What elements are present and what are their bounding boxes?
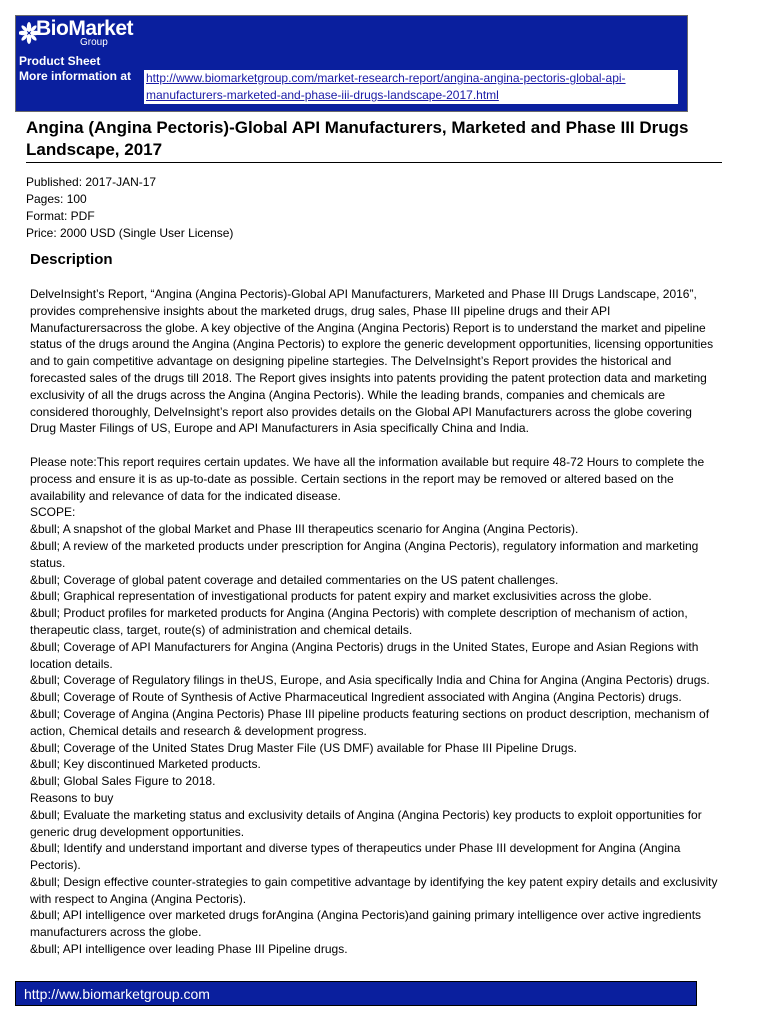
scope-item: &bull; Coverage of global patent coverage and detailed commentaries on the US patent challenges.	[30, 572, 559, 587]
footer-bar	[15, 981, 697, 1006]
scope-item: &bull; Key discontinued Marketed products.	[30, 757, 261, 772]
page-title: Angina (Angina Pectoris)-Global API Manufacturers, Marketed and Phase III Drugs Landscape, 2017	[26, 118, 689, 159]
reason-item: &bull; API intelligence over leading Phase III Pipeline drugs.	[30, 942, 348, 957]
scope-item: &bull; Coverage of the United States Drug Master File (US DMF) available for Phase III Pipeline Drugs.	[30, 740, 577, 755]
scope-item: &bull; Global Sales Figure to 2018.	[30, 774, 216, 789]
price: Price: 2000 USD (Single User License)	[26, 226, 234, 240]
scope-item: &bull; A snapshot of the global Market and Phase III therapeutics scenario for Angina (Angina Pectoris).	[30, 522, 579, 537]
reason-item: &bull; Design effective counter-strategies to gain competitive advantage by identifying the key patent expiry details and exclusivity with respect to Angina (Angina Pectoris).	[30, 874, 718, 906]
brand-name: BioMarket	[36, 17, 134, 40]
footer-url-link[interactable]: http://ww.biomarketgroup.com	[24, 986, 210, 1002]
title-divider	[26, 162, 722, 163]
scope-item: &bull; A review of the marketed products under prescription for Angina (Angina Pectoris), regulatory information and marketing status.	[30, 538, 699, 570]
header-banner	[15, 15, 688, 112]
reasons-label: Reasons to buy	[30, 790, 114, 805]
reason-item: &bull; Identify and understand important and diverse types of therapeutics under Phase III development for Angina (Angina Pectoris).	[30, 841, 681, 873]
more-info-label: More information at	[19, 69, 132, 83]
scope-item: &bull; Coverage of Route of Synthesis of Active Pharmaceutical Ingredient associated with Angina (Angina Pectoris) drugs.	[30, 690, 682, 705]
scope-item: &bull; Coverage of Angina (Angina Pectoris) Phase III pipeline products featuring sections on product description, mechanism of action, Chemical details and research & development progress.	[30, 706, 710, 738]
scope-item: &bull; Product profiles for marketed products for Angina (Angina Pectoris) with complete description of mechanism of action, therapeutic class, target, route(s) of administration and chemical details.	[30, 606, 688, 637]
published-date: Published: 2017-JAN-17	[26, 175, 157, 189]
scope-label: SCOPE:	[30, 505, 76, 520]
report-url-link[interactable]: http://www.biomarketgroup.com/market-research-report/angina-angina-pectoris-global-api-manufacturers-marketed-and-phase-iii-drugs-landscape-2017.html	[144, 70, 678, 104]
reason-item: &bull; API intelligence over marketed drugs forAngina (Angina Pectoris)and gaining primary intelligence over active ingredients manufacturers across the globe.	[30, 908, 702, 940]
reason-item: &bull; Evaluate the marketing status and exclusivity details of Angina (Angina Pectoris) key products to exploit opportunities for generic drug development opportunities.	[30, 807, 702, 839]
scope-item: &bull; Coverage of Regulatory filings in theUS, Europe, and Asia specifically India and China for Angina (Angina Pectoris) drugs.	[30, 673, 710, 688]
brand-sub: Group	[80, 37, 108, 48]
scope-item: &bull; Coverage of API Manufacturers for Angina (Angina Pectoris) drugs in the United States, Europe and Asian Regions with location details.	[30, 639, 699, 671]
file-format: Format: PDF	[26, 209, 95, 223]
description-heading: Description	[30, 251, 113, 268]
product-sheet-label: Product Sheet	[19, 54, 101, 68]
page-count: Pages: 100	[26, 192, 87, 206]
scope-item: &bull; Graphical representation of investigational products for patent expiry and market exclusivities across the globe.	[30, 589, 652, 604]
report-metadata	[26, 174, 233, 242]
note-paragraph: Please note:This report requires certain updates. We have all the information available but require 48-72 Hours to complete the process and ensure it is as up-to-date as possible. Certain sections in the report may be removed or altered based on the availability and relevance of data for the indicated disease.	[30, 454, 705, 503]
description-body	[30, 286, 718, 958]
intro-paragraph: DelveInsight’s Report, “Angina (Angina Pectoris)-Global API Manufacturers, Marketed and Phase III Drugs Landscape, 2016”, provides comprehensive insights about the marketed drugs, drug sales, Phase III pipeline drugs and their API Manufacturersacross the globe. A key objective of the Angina (Angina Pectoris) Report is to understand the market and pipeline status of the drugs around the Angina (Angina Pectoris) to explore the generic development opportunities, licensing opportunities and to gain competitive advantage on designing pipeline startegies. The DelveInsight’s Report provides the historical and forecasted sales of the drugs till 2018. The Report gives insights into patents providing the patent protection data and marketing exclusivity of all the drugs across the Angina (Angina Pectoris). While the leading brands, companies and chemicals are considered thoroughly, DelveInsight’s report also provides details on the Global API Manufacturers across the globe covering Drug Master Filings of US, Europe and API Manufacturers in Asia specifically China and India.	[30, 287, 714, 436]
